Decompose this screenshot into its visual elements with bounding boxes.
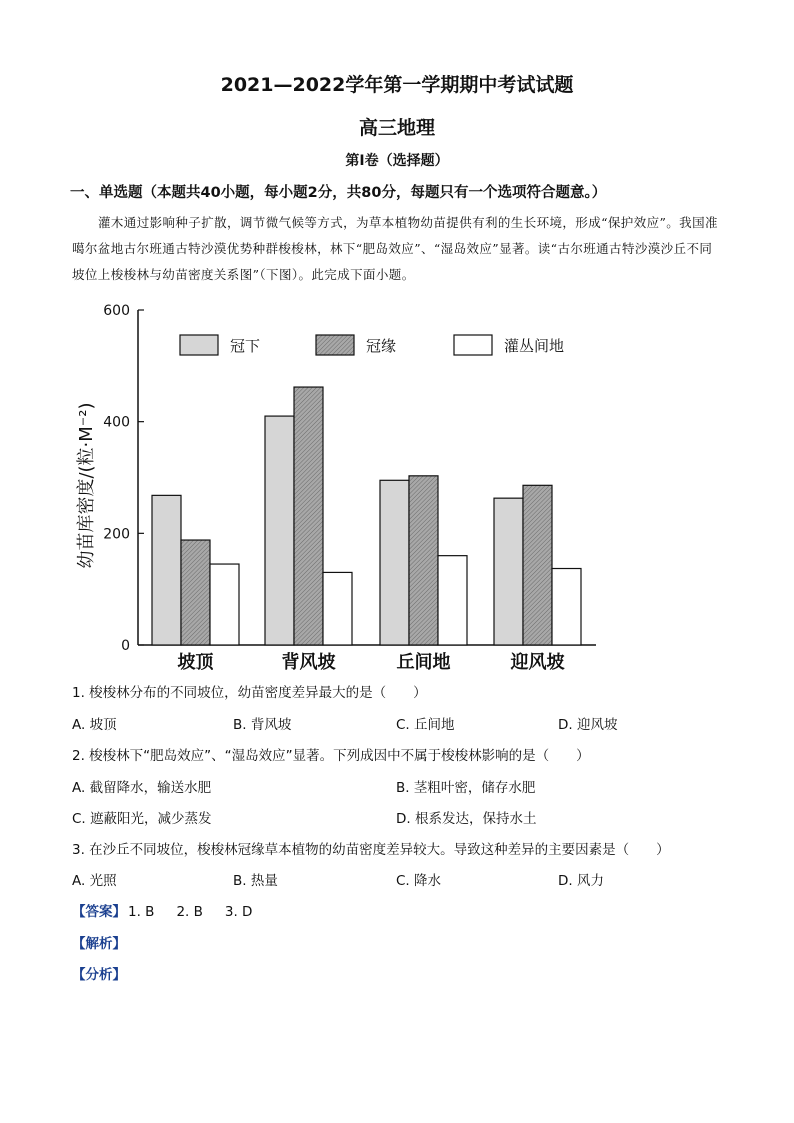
subject-title: 高三地理 [358,117,435,139]
legend-label: 冠缘 [366,337,397,355]
legend-swatch [180,335,218,355]
analysis-label: 【解析】 [72,936,126,952]
y-tick-label: 600 [103,303,130,319]
q1-option-b[interactable]: B. 背风坡 [233,717,292,733]
exam-title: 2021—2022学年第一学期期中考试试题 [220,74,574,96]
bar-3-2 [552,569,581,645]
bar-1-0 [265,416,294,645]
q2-option-a[interactable]: A. 截留降水，输送水肥 [72,780,212,796]
q3-option-c[interactable]: C. 降水 [396,873,442,889]
legend-swatch [454,335,492,355]
legend-swatch [316,335,354,355]
q3-option-b[interactable]: B. 热量 [233,873,278,889]
question-2-stem: 2. 梭梭林下“肥岛效应”、“湿岛效应”显著。下列成因中不属于梭梭林影响的是（ ） [72,748,590,764]
q2-option-d[interactable]: D. 根系发达，保持水土 [396,811,537,827]
x-category-label: 迎风坡 [510,652,565,673]
volume-title: 第Ⅰ卷（选择题） [345,153,449,169]
answer-1: 1. B [128,904,155,920]
legend-label: 灌丛间地 [504,337,565,355]
q1-option-c[interactable]: C. 丘间地 [396,717,455,733]
question-1-stem: 1. 梭梭林分布的不同坡位，幼苗密度差异最大的是（ ） [72,685,427,701]
x-category-label: 背风坡 [281,652,336,673]
seedling-density-bar-chart [60,300,620,675]
y-tick-label: 400 [103,414,130,431]
q3-option-a[interactable]: A. 光照 [72,873,117,889]
legend-label: 冠下 [230,337,261,355]
answer-row [72,900,274,920]
bar-3-0 [494,498,523,645]
section-heading: 一、单选题（本题共40小题，每小题2分，共80分，每题只有一个选项符合题意。） [70,185,607,201]
y-tick-label: 0 [121,638,130,654]
x-category-label: 丘间地 [396,652,451,673]
bar-1-2 [323,572,352,645]
bar-0-0 [152,495,181,645]
question-3-stem: 3. 在沙丘不同坡位，梭梭林冠缘草本植物的幼苗密度差异较大。导致这种差异的主要因素是（ ） [72,842,670,858]
bar-0-1 [181,540,210,645]
q2-option-b[interactable]: B. 茎粗叶密，储存水肥 [396,780,536,796]
x-category-label: 坡顶 [177,652,214,673]
y-tick-label: 200 [103,526,130,543]
bar-0-2 [210,564,239,645]
answer-label: 【答案】 [72,904,126,920]
bar-2-2 [438,556,467,645]
breakdown-label: 【分析】 [72,967,126,983]
q3-option-d[interactable]: D. 风力 [558,873,604,889]
bar-1-1 [294,387,323,645]
q2-option-c[interactable]: C. 遮蔽阳光，减少蒸发 [72,811,212,827]
bar-3-1 [523,485,552,645]
answer-3: 3. D [224,904,253,920]
passage-text: 灌木通过影响种子扩散，调节微气候等方式，为草本植物幼苗提供有利的生长环境，形成“保护效应”。我国准噶尔盆地古尔班通古特沙漠优势种群梭梭林，林下“肥岛效应”、“湿岛效应”显著。读“古尔班通古特沙漠沙丘不同坡位上梭梭林与幼苗密度关系图”（下图）。此完成下面小题。 [72,215,718,282]
q1-option-d[interactable]: D. 迎风坡 [558,717,618,733]
answer-2: 2. B [176,904,203,920]
bar-2-0 [380,480,409,645]
y-axis-label: 幼苗库密度/(粒·M⁻²) [76,402,97,569]
bar-2-1 [409,476,438,645]
q1-option-a[interactable]: A. 坡顶 [72,717,117,733]
